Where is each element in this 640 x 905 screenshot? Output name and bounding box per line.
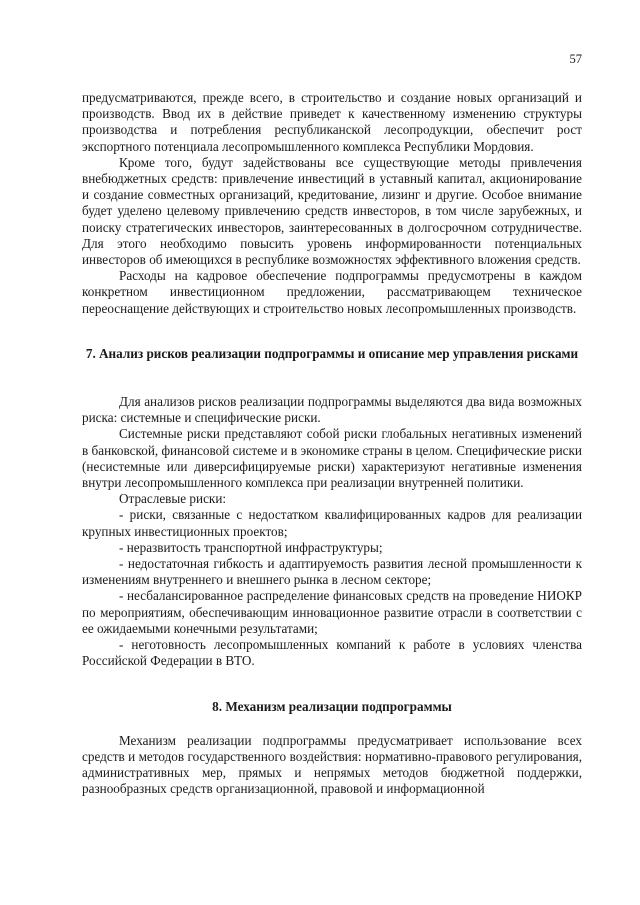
list-item-risk-staff: - риски, связанные с недостатком квалифицированных кадров для реализации крупных инвестиционных проектов; <box>82 507 582 539</box>
list-item-risk-wto: - неготовность лесопромышленных компаний к работе в условиях членства Российской Федерации в ВТО. <box>82 637 582 669</box>
list-item-risk-flexibility: - недостаточная гибкость и адаптируемость развития лесной промышленности к изменениям внутреннего и внешнего рынка в лесном секторе; <box>82 556 582 588</box>
document-body <box>82 90 582 798</box>
paragraph-continuation: предусматриваются, прежде всего, в строительство и создание новых организаций и производств. Ввод их в действие приведет к качественному изменению структуры производства и потребления республиканской лесопродукции, обеспечит рост экспортного потенциала лесопромышленного комплекса Республики Мордовия. <box>82 90 582 154</box>
list-item-risk-rnd-funding: - несбалансированное распределение финансовых средств на проведение НИОКР по мероприятиям, обеспечивающим инновационное развитие отрасли в соответствии с ее ожидаемыми конечными результатами; <box>82 588 582 636</box>
paragraph-mechanism: Механизм реализации подпрограммы предусматривает использование всех средств и методов государственного воздействия: нормативно-правового регулирования, административных мер, прямых и непрямых методов бюджетной поддержки, разнообразных средств организационной, правовой и информационной <box>82 732 582 797</box>
paragraph-staffing-costs: Расходы на кадровое обеспечение подпрограммы предусмотрены в каждом конкретном инвестиционном предложении, рассматривающем техническое переоснащение действующих и строительство новых лесопромышленных производств. <box>82 268 582 316</box>
section-7-heading: 7. Анализ рисков реализации подпрограммы и описание мер управления рисками <box>85 345 579 361</box>
paragraph-extrabudgetary-funds: Кроме того, будут задействованы все существующие методы привлечения внебюджетных средств: привлечение инвестиций в уставный капитал, акционирование и создание совместных организаций, кредитование, лизинг и другие. Особое внимание будет уделено целевому привлечению средств инвесторов, в том числе зарубежных, и поиску стратегических инвесторов, заинтересованных в долгосрочном сотрудничестве. Для этого необходимо повысить уровень информированности потенциальных инвесторов об имеющихся в республике возможностях эффективного вложения средств. <box>82 154 582 268</box>
paragraph-industry-risks-label: Отраслевые риски: <box>119 491 227 507</box>
paragraph-systemic-risks: Системные риски представляют собой риски глобальных негативных изменений в банковской, финансовой системе и в экономике страны в целом. Специфические риски (несистемные или диверсифицируемые риски) характеризуют негативные изменения внутри лесопромышленного комплекса при реализации внутренней политики. <box>82 426 582 491</box>
section-8-heading: 8. Механизм реализации подпрограммы <box>212 698 452 714</box>
paragraph-risk-types: Для анализов рисков реализации подпрограммы выделяются два вида возможных риска: системные и специфические риски. <box>82 394 582 426</box>
list-item-risk-transport: - неразвитость транспортной инфраструктуры; <box>119 539 383 555</box>
page-number: 57 <box>569 52 582 66</box>
